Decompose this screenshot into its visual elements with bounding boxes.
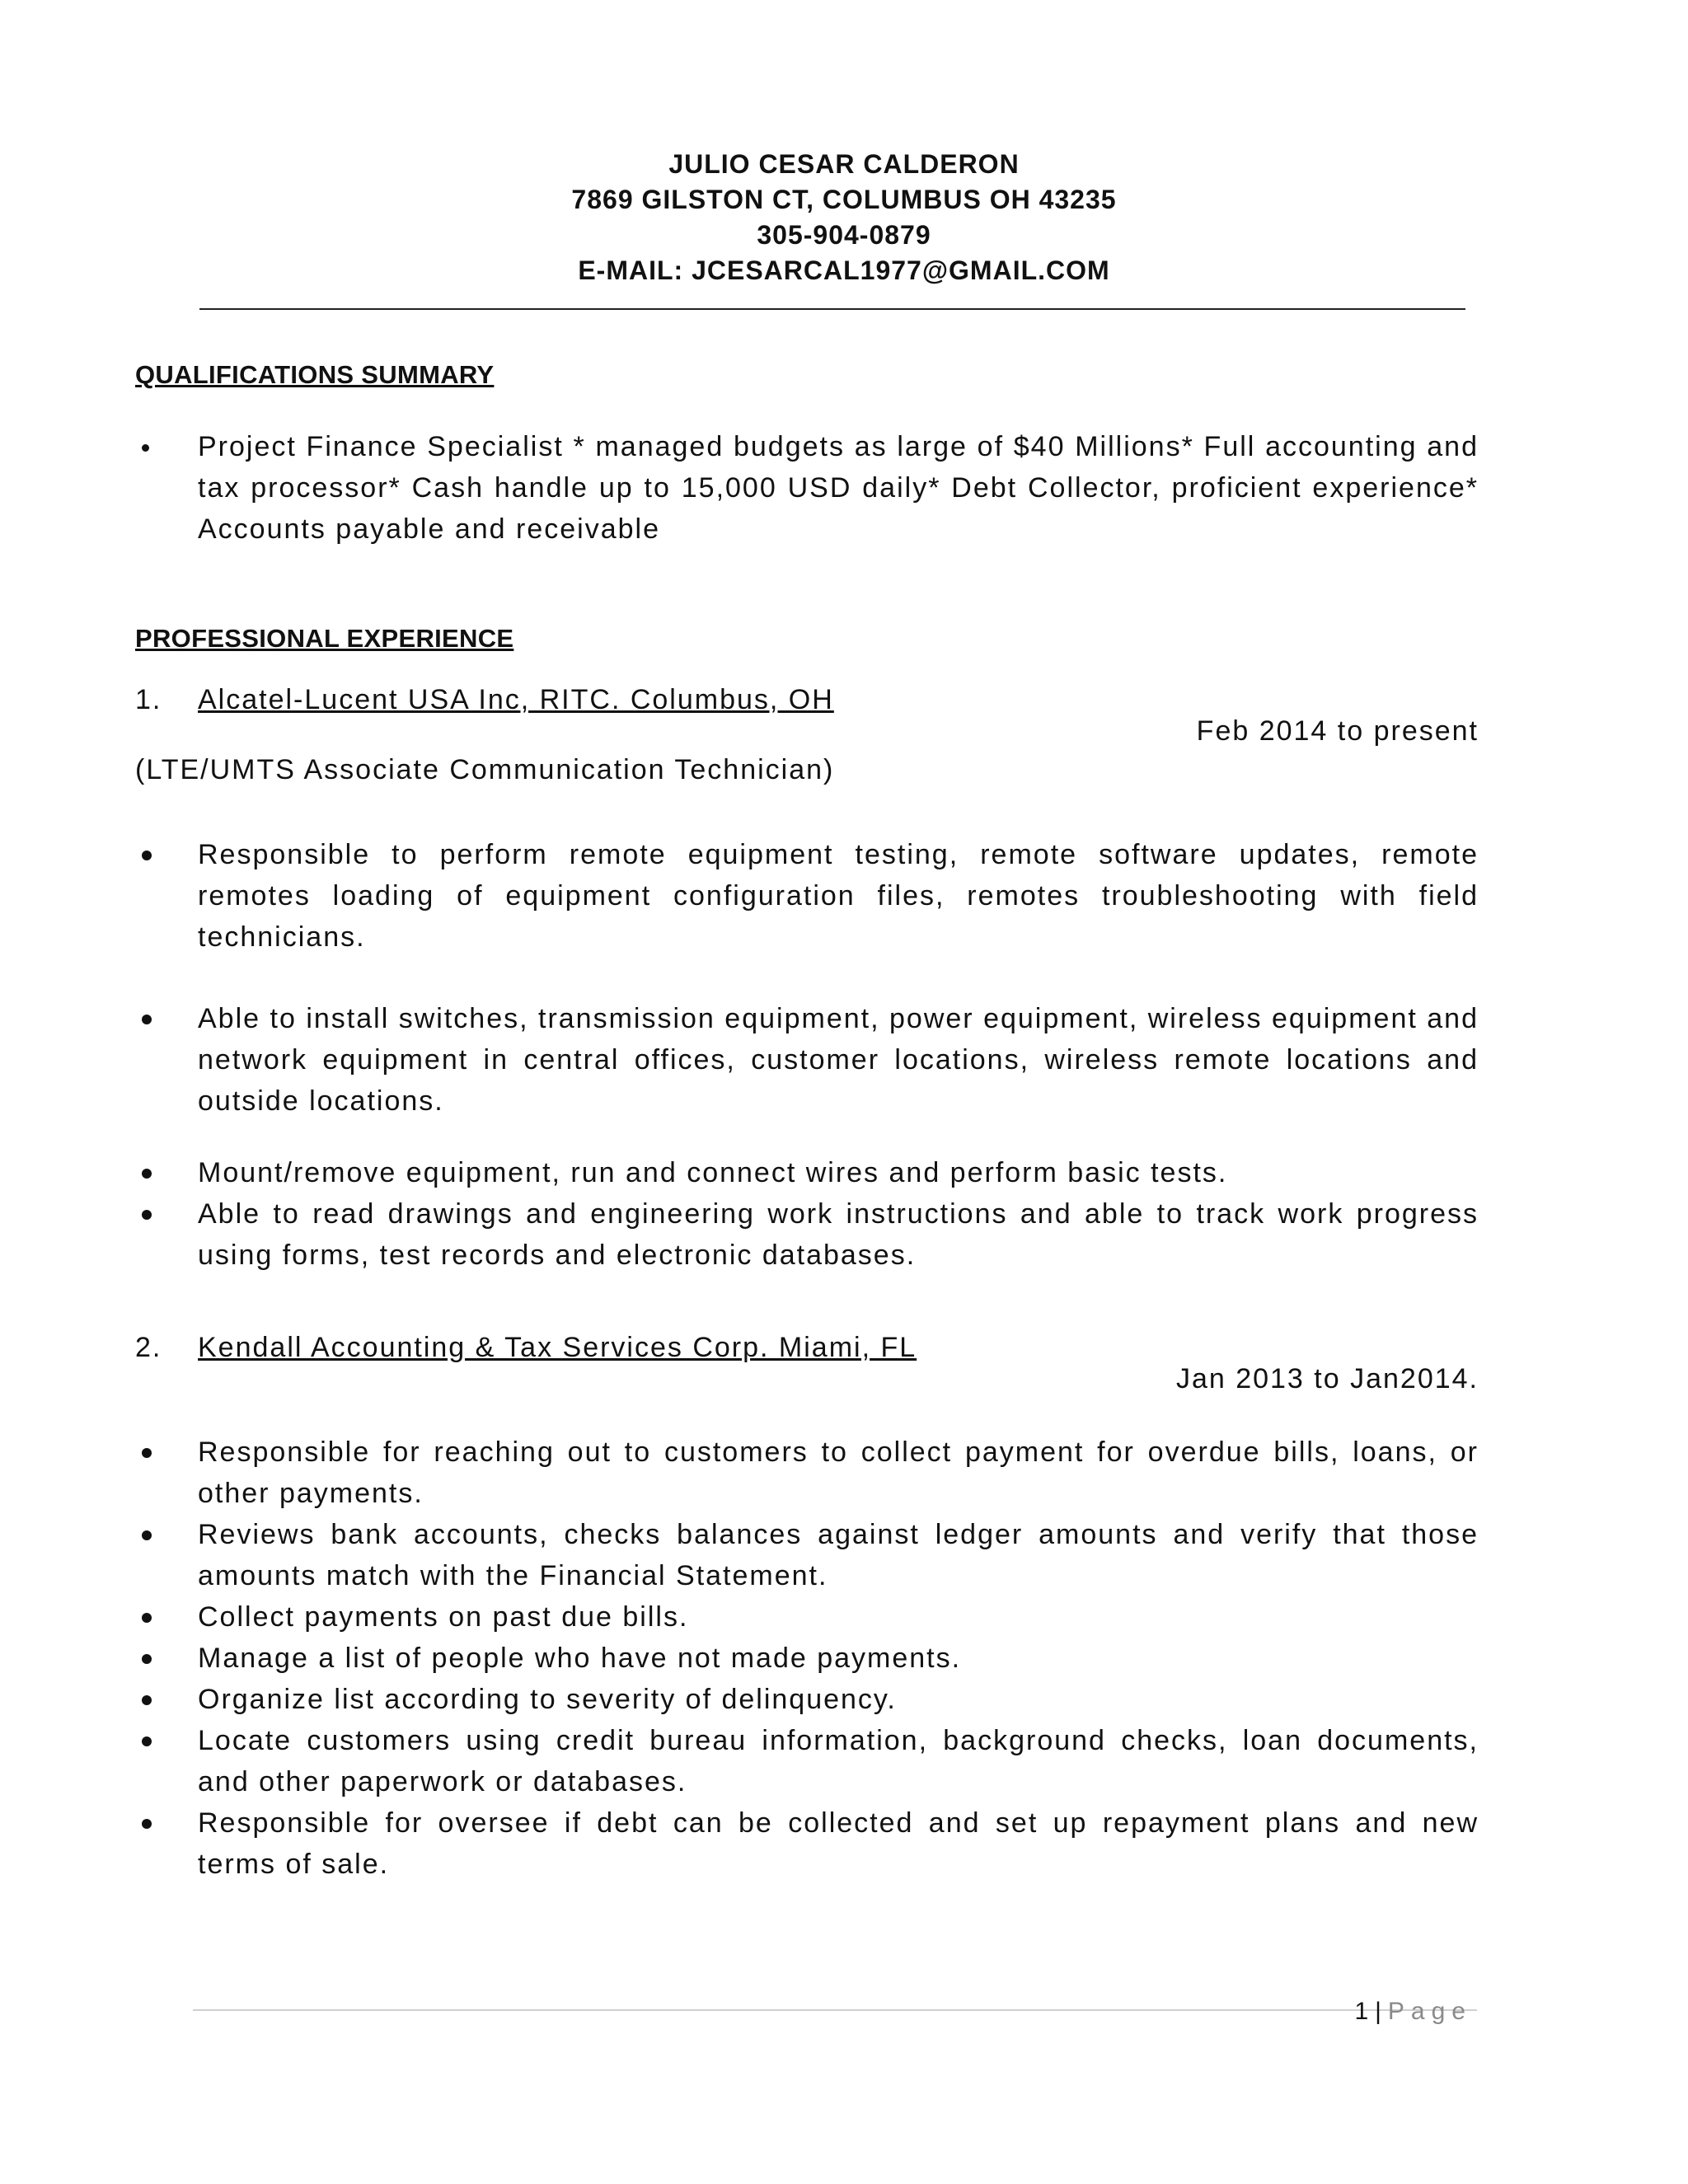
list-item: Able to read drawings and engineering work instructions and able to track work progress using forms, test records and electronic databases. [135,1193,1479,1276]
list-item: Organize list according to severity of delinquency. [135,1679,1479,1720]
candidate-address: 7869 GILSTON CT, COLUMBUS OH 43235 [571,185,1117,214]
bullet-icon [142,1210,152,1220]
qualification-text: Project Finance Specialist * managed budgets as large of $40 Millions* Full accounting and tax processor* Cash handle up to 15,000 USD daily* Debt Collector, proficient experience* Accounts payable and receivable [198,431,1479,545]
list-item: Responsible for reaching out to customers to collect payment for overdue bills, loans, or other payments. [135,1432,1479,1514]
page-footer [1354,1998,1472,2026]
bullet-icon [142,1654,152,1664]
list-item: Responsible for oversee if debt can be collected and set up repayment plans and new terms of sale. [135,1802,1479,1885]
qualifications-list [135,426,1479,550]
list-item: Locate customers using credit bureau information, background checks, loan documents, and other paperwork or databases. [135,1720,1479,1802]
list-item: Manage a list of people who have not made payments. [135,1638,1479,1679]
job-1-duties [135,834,1479,958]
bullet-icon [142,1169,152,1179]
job-2-duties [135,1432,1479,1885]
candidate-phone: 305-904-0879 [757,220,931,250]
bullet-icon [142,1695,152,1705]
job-dates: Jan 2013 to Jan2014. [1175,1363,1479,1394]
list-item: Mount/remove equipment, run and connect wires and perform basic tests. [135,1152,1479,1193]
bullet-icon [142,1819,152,1829]
qualifications-heading: QUALIFICATIONS SUMMARY [135,360,495,389]
candidate-email: E-MAIL: JCESARCAL1977@GMAIL.COM [578,255,1110,285]
bullet-icon [142,1736,152,1746]
job-number: 1. [135,684,162,715]
job-1-duties [135,998,1479,1122]
bullet-icon [142,1613,152,1623]
job-role: (LTE/UMTS Associate Communication Technician) [135,754,835,785]
bullet-icon [142,1530,152,1540]
footer-separator: | [1375,1998,1381,2025]
bullet-icon [142,1015,152,1024]
job-header [135,1327,1479,1409]
experience-heading: PROFESSIONAL EXPERIENCE [135,624,514,653]
list-item: Able to install switches, transmission equipment, power equipment, wireless equipment and network equipment in central offices, customer locations, wireless remote locations and outside locations. [135,998,1479,1122]
footer-divider [193,2009,1477,2011]
page-number: 1 [1354,1998,1369,2025]
job-company: Alcatel-Lucent USA Inc, RITC. Columbus, OH [198,684,834,715]
candidate-name: JULIO CESAR CALDERON [668,149,1020,179]
job-dates: Feb 2014 to present [1196,715,1479,747]
header-divider [199,308,1465,310]
list-item: Reviews bank accounts, checks balances against ledger amounts and verify that those amounts match with the Financial Statement. [135,1514,1479,1596]
bullet-icon [142,851,152,860]
list-item: Collect payments on past due bills. [135,1596,1479,1638]
job-number: 2. [135,1332,162,1363]
page-label: Page [1387,1998,1472,2025]
contact-header [0,147,1688,288]
job-1-duties [135,1152,1479,1276]
list-item: Responsible to perform remote equipment testing, remote software updates, remote remotes loading of equipment configuration files, remotes troubleshooting with field technicians. [135,834,1479,958]
list-item [135,426,1479,550]
bullet-icon [142,1448,152,1458]
bullet-icon [142,444,149,452]
job-company: Kendall Accounting & Tax Services Corp. Miami, FL [198,1332,917,1363]
